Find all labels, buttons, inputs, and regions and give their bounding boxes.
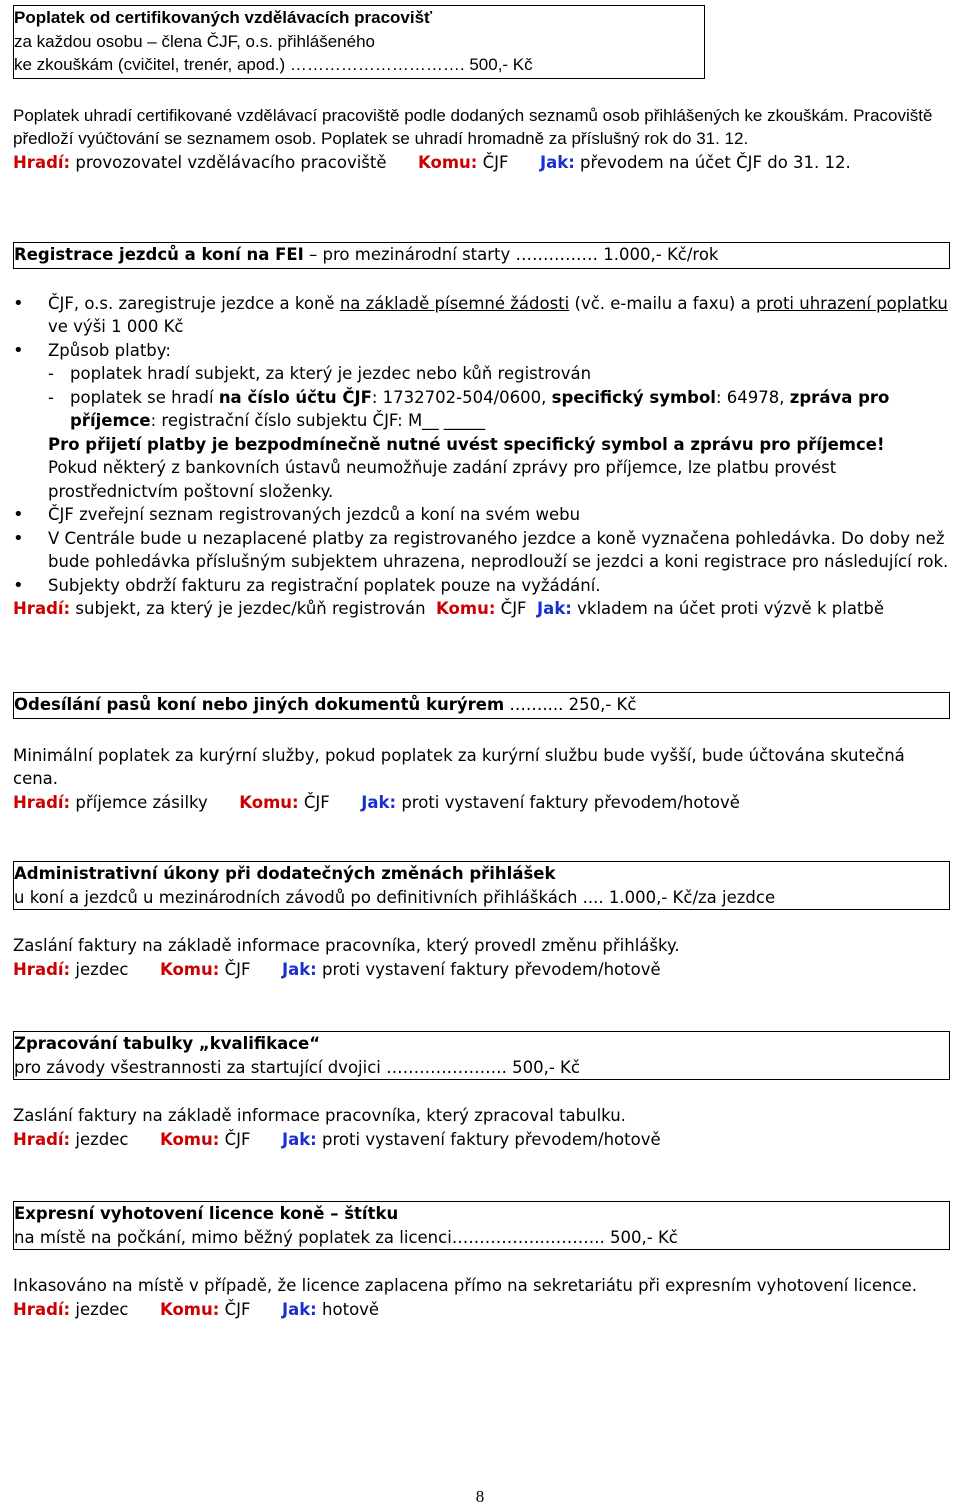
- fee-line-price: ke zkouškám (cvičitel, trenér, apod.) …………………………. 500,- Kč: [14, 55, 533, 74]
- fee-description: Zaslání faktury na základě informace pracovníka, který provedl změnu přihlášky.: [13, 936, 680, 955]
- section-courier: [13, 692, 950, 814]
- payment-info: [13, 1128, 950, 1152]
- payer-label: Hradí:: [13, 1129, 71, 1149]
- section-qualification-table: [13, 1031, 950, 1151]
- list-item: • ČJF, o.s. zaregistruje jezdce a koně na základě písemné žádosti (vč. e-mailu a faxu) a proti uhrazení poplatku ve výši 1 000 Kč: [13, 292, 950, 339]
- fee-title-rest: …….... 250,- Kč: [504, 695, 637, 714]
- list-item: • ČJF zveřejní seznam registrovaných jezdců a koní na svém webu: [13, 503, 950, 527]
- fee-title: Administrativní úkony při dodatečných změnách přihlášek: [14, 864, 556, 883]
- method-label: Jak:: [537, 599, 572, 618]
- recipient-label: Komu:: [417, 152, 478, 172]
- payment-method-item: - poplatek se hradí na číslo účtu ČJF: 1732702-504/0600, specifický symbol: 64978, zpráva pro příjemce: registrační číslo subjektu ČJF: M__ _____: [48, 386, 950, 433]
- fee-title-rest: – pro mezinárodní starty …………… 1.000,- Kč/rok: [303, 245, 719, 264]
- method-label: Jak:: [361, 792, 397, 812]
- payment-info: [13, 791, 950, 815]
- payer-value: jezdec: [70, 1299, 160, 1319]
- payer-value: subjekt, za který je jezdec/kůň registrován: [70, 599, 437, 618]
- method-value: vkladem na účet proti výzvě k platbě: [571, 599, 885, 618]
- method-value: převodem na účet ČJF do 31. 12.: [574, 152, 851, 172]
- fee-box-fei: [13, 242, 950, 269]
- payment-methods: [13, 362, 950, 503]
- page-number: 8: [475, 1487, 485, 1506]
- recipient-value: ČJF: [477, 152, 540, 172]
- recipient-value: ČJF: [495, 599, 538, 618]
- fee-title: Registrace jezdců a koní na FEI: [14, 245, 304, 264]
- recipient-value: ČJF: [219, 1129, 282, 1149]
- payer-label: Hradí:: [13, 599, 71, 618]
- payer-value: provozovatel vzdělávacího pracoviště: [70, 152, 418, 172]
- fee-box-certified: [13, 5, 705, 79]
- section-fei-registration: [13, 242, 950, 621]
- fee-line-price: u koní a jezdců u mezinárodních závodů po definitivních přihláškách .... 1.000,- Kč/za jezdce: [14, 887, 776, 907]
- method-label: Jak:: [281, 1299, 317, 1319]
- payer-label: Hradí:: [13, 959, 71, 979]
- fee-description: Zaslání faktury na základě informace pracovníka, který zpracoval tabulku.: [13, 1106, 626, 1125]
- recipient-value: ČJF: [298, 792, 362, 812]
- section-express-license: [13, 1201, 950, 1321]
- payment-info: [13, 1298, 950, 1322]
- fee-box-admin: [13, 861, 950, 910]
- method-value: proti vystavení faktury převodem/hotově: [396, 792, 740, 812]
- fee-box-courier: [13, 692, 950, 719]
- method-value: proti vystavení faktury převodem/hotově: [316, 959, 661, 979]
- payer-value: jezdec: [70, 1129, 160, 1149]
- payment-info: [13, 151, 950, 175]
- payer-label: Hradí:: [13, 1299, 71, 1319]
- fee-description: Minimální poplatek za kurýrní služby, pokud poplatek za kurýrní službu bude vyšší, bude účtována skutečná cena.: [13, 745, 905, 788]
- recipient-label: Komu:: [159, 1299, 220, 1319]
- payer-value: jezdec: [70, 959, 160, 979]
- list-item: • Způsob platby:: [13, 339, 950, 363]
- fee-title: Poplatek od certifikovaných vzdělávacích pracovišť: [14, 8, 433, 27]
- fee-line-price: pro závody všestrannosti za startující dvojici …………………. 500,- Kč: [14, 1057, 580, 1077]
- fee-title: Odesílání pasů koní nebo jiných dokumentů kurýrem: [14, 695, 505, 714]
- recipient-label: Komu:: [436, 599, 496, 618]
- fee-title: Zpracování tabulky „kvalifikace“: [14, 1034, 321, 1053]
- section-certified-centers: [13, 5, 950, 174]
- payment-info: [13, 597, 950, 621]
- payment-method-item: - poplatek hradí subjekt, za který je jezdec nebo kůň registrován: [48, 362, 950, 386]
- payment-note: Pokud některý z bankovních ústavů neumožňuje zadání zprávy pro příjemce, lze platbu provést prostřednictvím poštovní složenky.: [48, 458, 837, 501]
- fee-description: Inkasováno na místě v případě, že licence zaplacena přímo na sekretariátu při expresním vyhotovení licence.: [13, 1276, 917, 1295]
- recipient-value: ČJF: [219, 959, 282, 979]
- payer-label: Hradí:: [13, 152, 71, 172]
- recipient-label: Komu:: [159, 959, 220, 979]
- method-label: Jak:: [281, 1129, 317, 1149]
- recipient-value: ČJF: [219, 1299, 282, 1319]
- payer-label: Hradí:: [13, 792, 71, 812]
- recipient-label: Komu:: [159, 1129, 220, 1149]
- method-label: Jak:: [539, 152, 575, 172]
- payment-warning: Pro přijetí platby je bezpodmínečně nutné uvést specifický symbol a zprávu pro příjemce!: [48, 434, 885, 454]
- fee-line: za každou osobu – člena ČJF, o.s. přihlášeného: [14, 31, 376, 51]
- payer-value: příjemce zásilky: [70, 792, 240, 812]
- fee-description: Poplatek uhradí certifikované vzdělávací pracoviště podle dodaných seznamů osob přihlášených ke zkouškám. Pracoviště předloží vyúčtování se seznamem osob. Poplatek se uhradí hromadně za příslušný rok do 31. 12.: [13, 105, 933, 148]
- fee-box-express: [13, 1201, 950, 1250]
- method-value: hotově: [316, 1299, 380, 1319]
- section-admin-changes: [13, 861, 950, 981]
- method-label: Jak:: [281, 959, 317, 979]
- recipient-label: Komu:: [239, 792, 299, 812]
- method-value: proti vystavení faktury převodem/hotově: [316, 1129, 661, 1149]
- fee-title: Expresní vyhotovení licence koně – štítku: [14, 1204, 399, 1223]
- fee-box-qualification: [13, 1031, 950, 1080]
- payment-info: [13, 958, 950, 982]
- list-item: • V Centrále bude u nezaplacené platby za registrovaného jezdce a koně vyznačena pohledávka. Do doby než bude pohledávka příslušným subjektem uhrazena, neprodlouží se jezdci a koni registrace pro následující rok.: [13, 527, 950, 574]
- list-item: • Subjekty obdrží fakturu za registrační poplatek pouze na vyžádání.: [13, 574, 950, 598]
- fee-line-price: na místě na počkání, mimo běžný poplatek za licenci……………..……….. 500,- Kč: [14, 1227, 678, 1247]
